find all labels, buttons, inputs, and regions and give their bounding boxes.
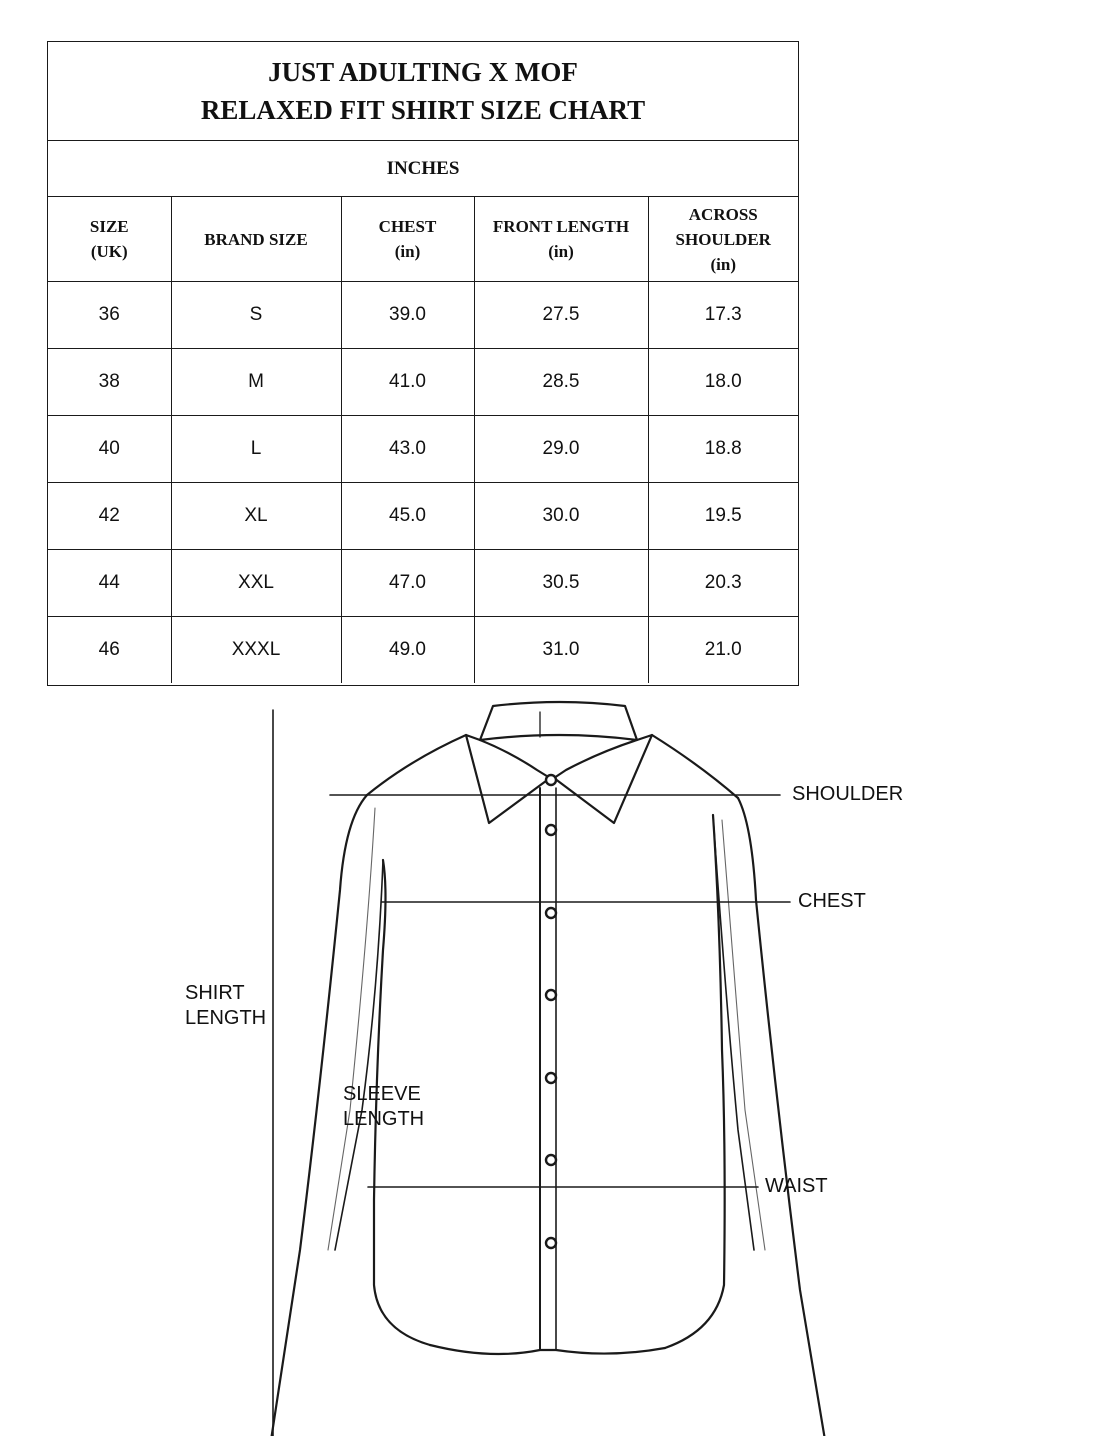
- column-header-line: CHEST: [378, 217, 437, 236]
- table-cell: 20.3: [648, 550, 798, 617]
- hem: [430, 1345, 665, 1354]
- left-sleeve-seam: [328, 808, 375, 1250]
- button: [546, 1238, 556, 1248]
- waist-label: WAIST: [765, 1175, 828, 1197]
- table-cell: 17.3: [648, 282, 798, 349]
- right-sleeve-inner: [713, 815, 754, 1250]
- unit-label: [48, 141, 798, 197]
- button: [546, 1155, 556, 1165]
- column-header-line: SIZE: [89, 217, 129, 236]
- table-header-row: [48, 197, 798, 282]
- collar-right: [554, 735, 652, 823]
- left-shoulder: [367, 735, 466, 795]
- shoulder-label: SHOULDER: [792, 783, 904, 805]
- table-cell: M: [171, 349, 341, 416]
- sleeve-length-label-2: LENGTH: [343, 1108, 425, 1130]
- table-cell: 21.0: [704, 639, 742, 660]
- table-cell: S: [171, 282, 341, 349]
- table-cell: 47.0: [341, 550, 474, 617]
- table-row: [48, 349, 798, 416]
- column-header-line: (in): [548, 242, 574, 261]
- chart-title: [48, 42, 798, 141]
- table-cell: 44: [48, 550, 171, 617]
- column-header-line: (in): [394, 242, 421, 261]
- column-header-line: (UK): [90, 242, 128, 261]
- shirt-length-label-2: LENGTH: [185, 1007, 267, 1029]
- table-cell: 38: [48, 349, 171, 416]
- table-cell: XXXL: [171, 617, 341, 684]
- sleeve-length-label-1: SLEEVE: [343, 1083, 421, 1105]
- table-cell: 18.0: [648, 349, 798, 416]
- table-cell: 40: [48, 416, 171, 483]
- table-cell: 39.0: [341, 282, 474, 349]
- collar-band: [480, 702, 637, 740]
- table-cell: 36: [48, 282, 171, 349]
- column-header-line: SHOULDER: [675, 229, 771, 249]
- shirt-length-label-1: SHIRT: [185, 982, 245, 1004]
- table-cell: XL: [171, 483, 341, 550]
- column-header-line: (in): [710, 254, 736, 274]
- table-cell: L: [171, 416, 341, 483]
- body-right-side: [665, 815, 725, 1348]
- table-cell: 27.5: [474, 282, 648, 349]
- table-cell: 43.0: [341, 416, 474, 483]
- size-chart: [47, 41, 799, 686]
- left-sleeve-inner: [335, 860, 383, 1250]
- buttons: [546, 775, 556, 1248]
- table-row: [48, 483, 798, 550]
- unit-label-text: INCHES: [386, 157, 460, 179]
- column-header-line: FRONT LENGTH: [492, 217, 630, 236]
- table-cell: 18.8: [648, 416, 798, 483]
- table-cell: 28.5: [474, 349, 648, 416]
- table-row: [48, 617, 798, 684]
- table-cell: 42: [48, 483, 171, 550]
- table-row: [48, 550, 798, 617]
- table-cell: 41.0: [341, 349, 474, 416]
- table-cell: XXL: [171, 550, 341, 617]
- right-sleeve-seam: [722, 820, 765, 1250]
- shirt-diagram: [0, 690, 1095, 1436]
- collar-left: [466, 735, 550, 823]
- title-line-1: JUST ADULTING X MOF: [268, 57, 578, 87]
- title-line-2: RELAXED FIT SHIRT SIZE CHART: [200, 95, 646, 125]
- button: [546, 908, 556, 918]
- table-row: [48, 416, 798, 483]
- table-cell: 49.0: [341, 617, 474, 684]
- table-cell: 46: [48, 617, 171, 684]
- table-cell: 19.5: [648, 483, 798, 550]
- table-row: [48, 282, 798, 349]
- column-header: [648, 197, 798, 282]
- chest-label: CHEST: [798, 890, 866, 912]
- column-header-line: BRAND SIZE: [204, 229, 308, 249]
- button: [546, 990, 556, 1000]
- size-table: [48, 197, 798, 683]
- table-cell: 29.0: [474, 416, 648, 483]
- button: [546, 1073, 556, 1083]
- column-header: [341, 197, 474, 282]
- column-header: [474, 197, 648, 282]
- button: [546, 775, 556, 785]
- table-body: [48, 282, 798, 684]
- button: [546, 825, 556, 835]
- column-header-line: ACROSS: [688, 204, 758, 224]
- column-header: [171, 197, 341, 282]
- table-cell: 31.0: [474, 617, 648, 684]
- right-shoulder: [652, 735, 738, 798]
- table-cell: 45.0: [341, 483, 474, 550]
- table-cell: 30.0: [474, 483, 648, 550]
- table-cell: 30.5: [474, 550, 648, 617]
- column-header: [48, 197, 171, 282]
